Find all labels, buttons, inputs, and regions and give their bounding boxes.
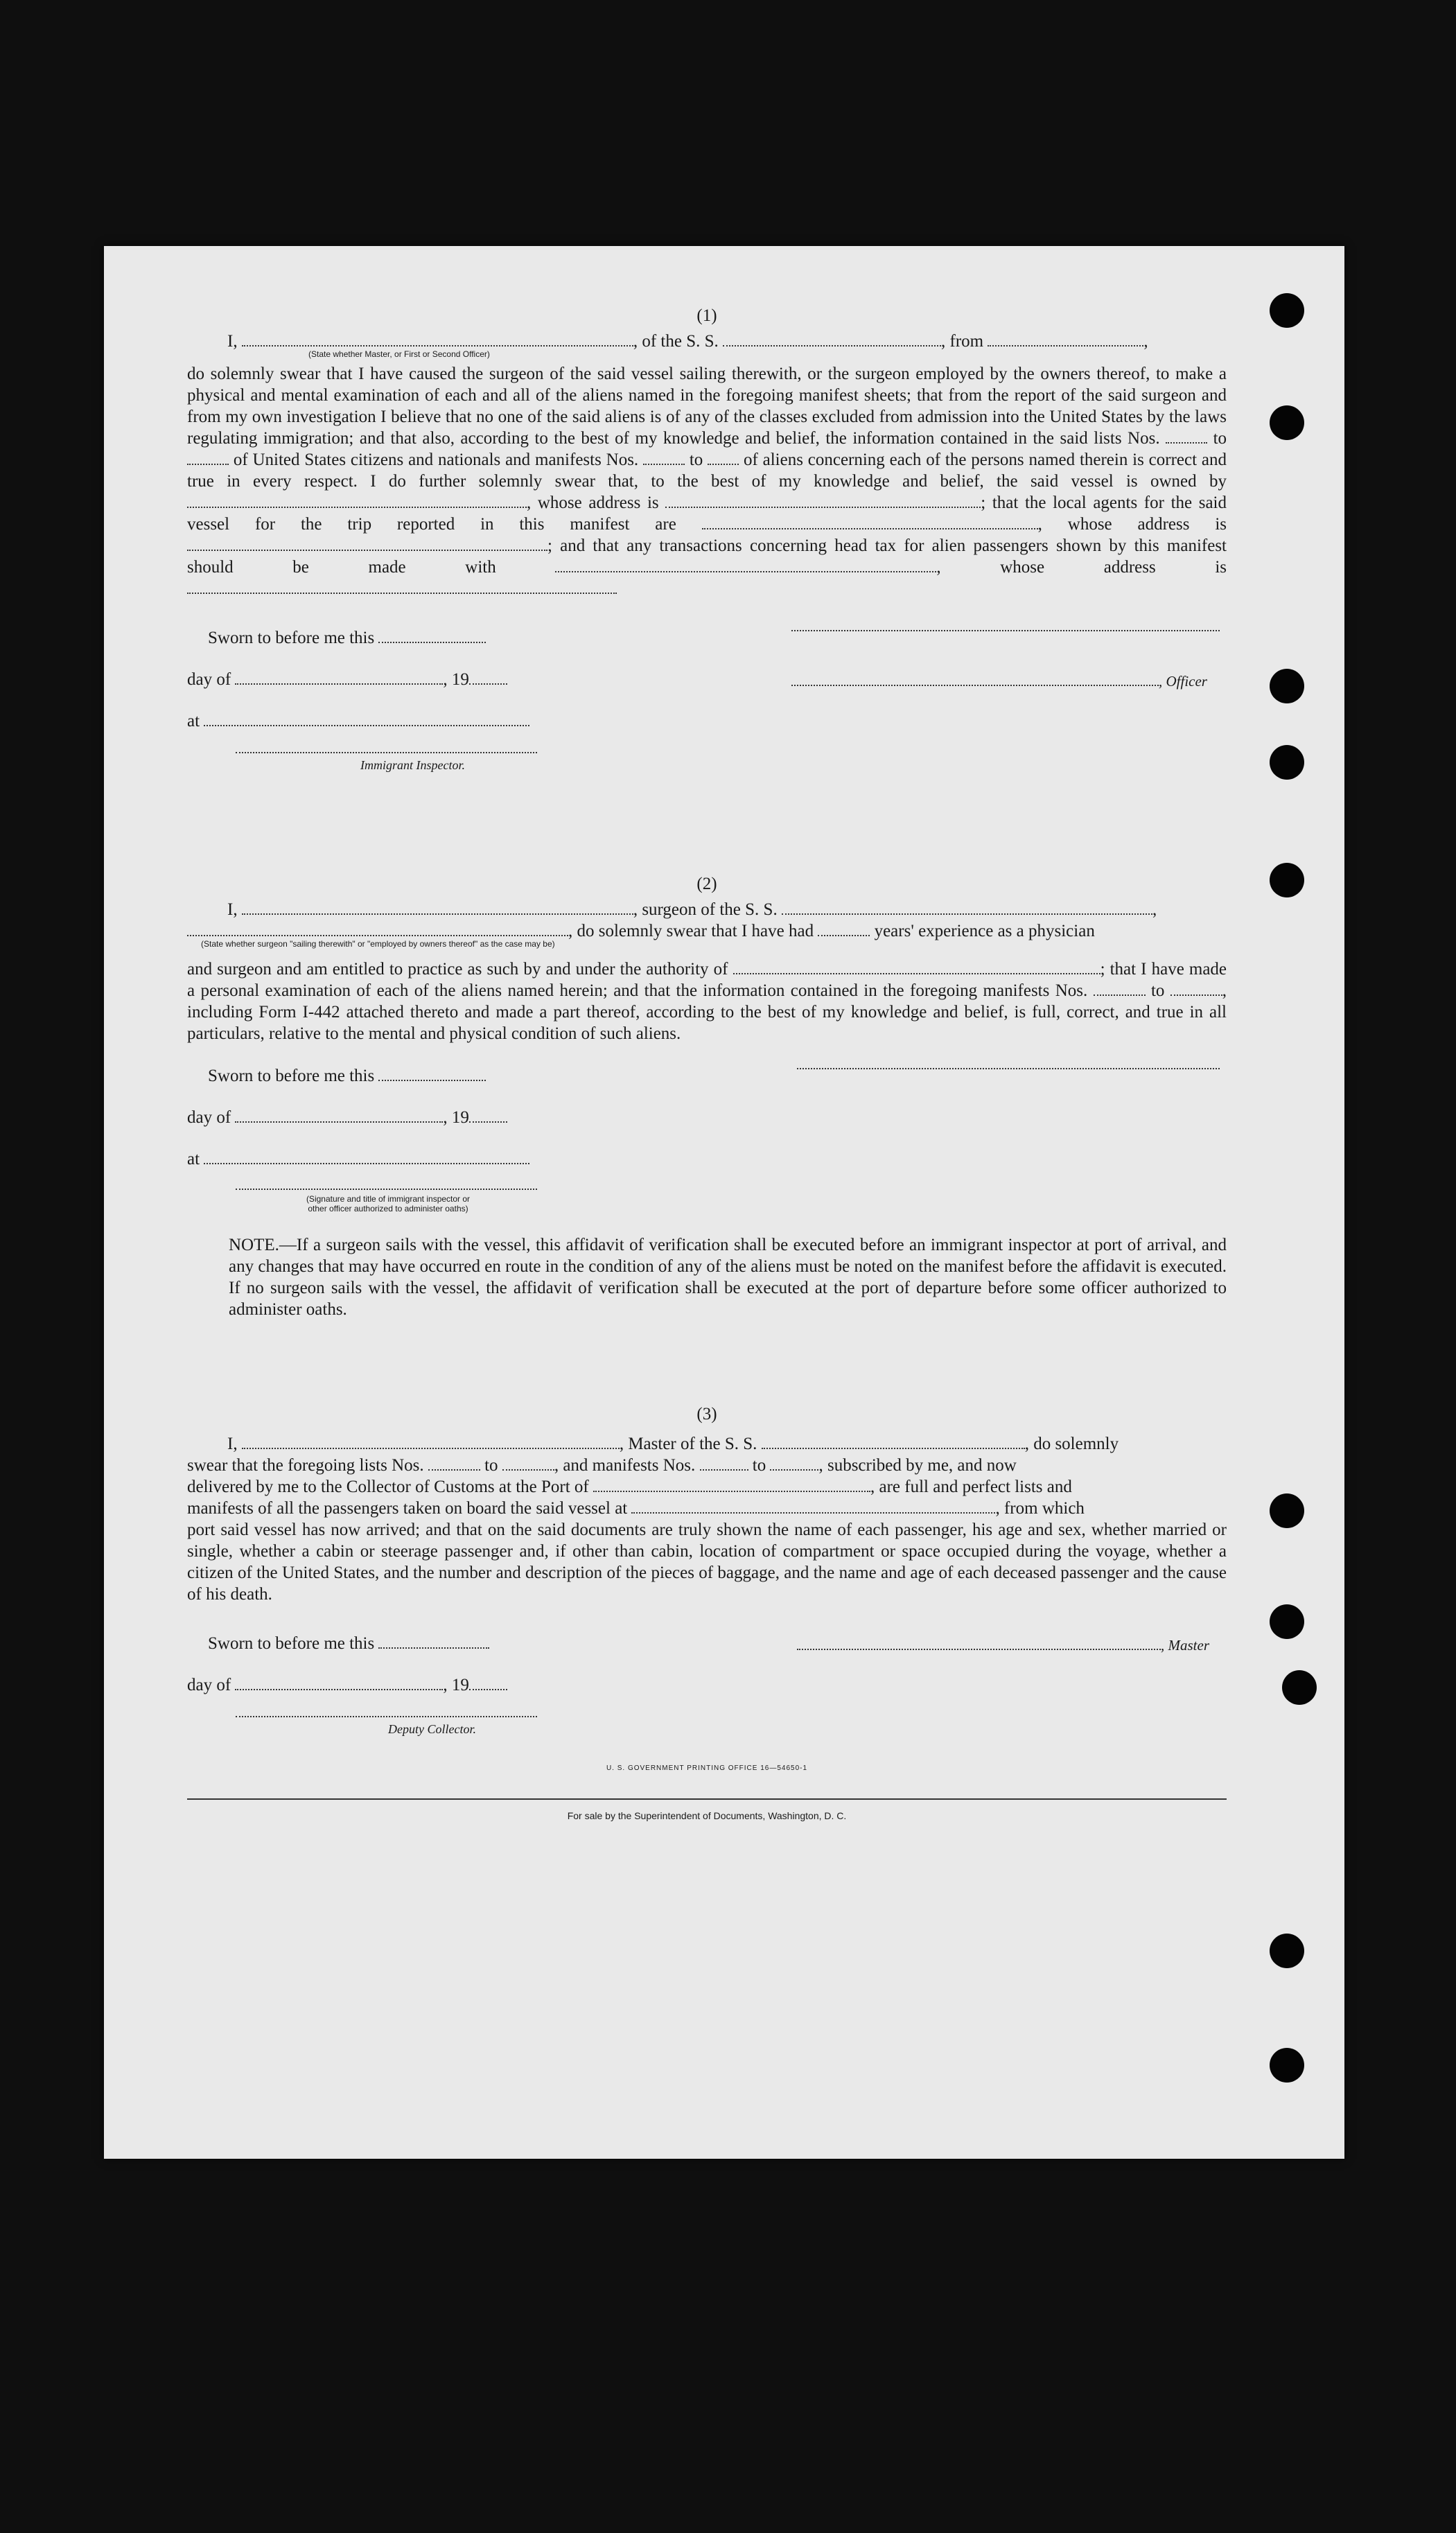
binder-hole-9 xyxy=(1270,1934,1304,1968)
owner-address-field[interactable] xyxy=(665,494,981,508)
officer-title-field[interactable] xyxy=(242,333,633,347)
note-paragraph-2: If no surgeon sails with the vessel, the affidavit of verification shall be executed at the port of departure before some officer authorized to administer oaths. xyxy=(229,1279,1227,1319)
surgeon-signature-field[interactable] xyxy=(797,1068,1220,1069)
delivery-sworn-year-field[interactable] xyxy=(469,1676,507,1690)
administering-officer-signature-field[interactable] xyxy=(236,1189,537,1190)
surgeon-paragraph: and surgeon and am entitled to practice as such by and under the authority of ; that I have made a personal examination of each of the aliens named herein; and that the information contained in the foregoing manifests Nos. to , including Form I-442 attached thereto and made a part thereof, according to the best of my knowledge and belief, is full, correct, and true in all particulars, relative to the mental and physical condition of such aliens. xyxy=(187,960,1227,1043)
vessel-name-field[interactable] xyxy=(723,333,941,347)
years-experience-field[interactable] xyxy=(818,922,870,936)
port-of-arrival-field[interactable] xyxy=(593,1478,870,1492)
surgeon-manifests-to-field[interactable] xyxy=(1170,982,1222,996)
binder-hole-4 xyxy=(1270,745,1304,780)
oath-line: I, , of the S. S. , from , xyxy=(227,332,1148,351)
binder-hole-3 xyxy=(1270,669,1304,703)
binder-hole-10 xyxy=(1270,2048,1304,2083)
section-number: (1) xyxy=(696,306,717,325)
master-vessel-field[interactable] xyxy=(762,1435,1025,1449)
inspector-signature-field[interactable] xyxy=(236,752,537,753)
origin-port-field[interactable] xyxy=(988,333,1143,347)
sale-notice: For sale by the Superintendent of Documents, Washington, D. C. xyxy=(567,1810,847,1821)
sworn-month-field[interactable] xyxy=(235,671,443,685)
authority-field[interactable] xyxy=(733,961,1100,974)
surgeon-manifests-from-field[interactable] xyxy=(1094,982,1146,996)
binder-hole-8 xyxy=(1282,1670,1317,1705)
affidavit-master xyxy=(187,305,1227,780)
lists-from-field[interactable] xyxy=(1166,430,1207,444)
inspector-caption: Immigrant Inspector. xyxy=(360,758,465,772)
officer-signature: , Officer xyxy=(791,670,1207,692)
lists-line: swear that the foregoing lists Nos. to , and manifests Nos. to , subscribed by me, and now xyxy=(187,1456,1017,1475)
surgeon-status-caption: (State whether surgeon "sailing therewith" or "employed by owners thereof" as the case may be) xyxy=(201,939,555,949)
embarkation-port-field[interactable] xyxy=(631,1500,995,1514)
embarkation-line: manifests of all the passengers taken on board the said vessel at , from which xyxy=(187,1499,1085,1518)
footer-rule xyxy=(187,1798,1227,1800)
sworn-place-field[interactable] xyxy=(204,712,529,726)
manifests-from-field[interactable] xyxy=(643,451,685,465)
affidavit-surgeon xyxy=(187,873,1227,1320)
delivery-lists-to-field[interactable] xyxy=(502,1457,554,1471)
officer-signature-field[interactable] xyxy=(791,672,1159,686)
binder-hole-7 xyxy=(1270,1604,1304,1639)
section-number: (3) xyxy=(696,1405,717,1423)
surgeon-sworn-place-field[interactable] xyxy=(204,1150,529,1164)
surgeon-sworn-year-field[interactable] xyxy=(469,1109,507,1123)
note-paragraph-1: NOTE.—If a surgeon sails with the vessel, this affidavit of verification shall be executed before an immigrant inspector at port of arrival, and any changes that may have occurred en route in the condition of any of the aliens must be noted on the manifest before the affidavit is executed. xyxy=(229,1236,1227,1276)
printing-office-imprint: U. S. GOVERNMENT PRINTING OFFICE 16—54650-1 xyxy=(606,1764,808,1772)
officer-signature-line-1[interactable] xyxy=(791,630,1220,631)
delivery-lists-from-field[interactable] xyxy=(428,1457,480,1471)
affidavits xyxy=(187,305,1227,1821)
oath-paragraph: do solemnly swear that I have caused the surgeon of the said vessel sailing therewith, or the surgeon employed by the owners thereof, to make a physical and mental examination of each and all of the aliens named in the foregoing manifest sheets; that from the report of the said surgeon and from my own investigation I believe that no one of the said aliens is of any of the classes excluded from admission into the United States by the laws regulating immigration; and that also, according to the best of my knowledge and belief, the information contained in the said lists Nos. to of United States citizens and nationals and manifests Nos. to of aliens concerning each of the persons named therein is correct and true in every respect. I do further solemnly swear that, to the best of my knowledge and belief, the said vessel is owned by , whose address is ; that the local agents for the said vessel for the trip reported in this manifest are , whose address is ; and that any transactions concerning head tax for alien passengers shown by this manifest should be made with , whose address is xyxy=(187,363,1227,599)
sworn-year-field[interactable] xyxy=(469,671,507,685)
delivery-paragraph: port said vessel has now arrived; and that on the said documents are truly shown the name of each passenger, his age and sex, whether married or single, whether a cabin or steerage passenger and, if other than cabin, location of compartment or space occupied during the voyage, whether a citizen of the United States, and the number and description of the pieces of baggage, and the name and age of each deceased passenger and the cause of his death. xyxy=(187,1520,1227,1604)
surgeon-name-field[interactable] xyxy=(242,901,633,915)
binder-hole-2 xyxy=(1270,405,1304,440)
delivery-manifests-to-field[interactable] xyxy=(770,1457,818,1471)
lists-to-field[interactable] xyxy=(187,451,229,465)
master-name-field[interactable] xyxy=(242,1435,620,1449)
collector-caption: Deputy Collector. xyxy=(388,1722,476,1736)
oath-signature-block: Sworn to before me this day of , 19 at Immigrant Inspector. , Officer xyxy=(187,613,1227,780)
delivery-sworn-month-field[interactable] xyxy=(235,1676,443,1690)
manifest-page xyxy=(104,246,1344,2159)
sworn-day-field[interactable] xyxy=(378,629,486,643)
collector-signature-field[interactable] xyxy=(236,1716,537,1717)
agents-address-field[interactable] xyxy=(187,537,547,551)
section-number: (2) xyxy=(696,875,717,893)
affidavit-delivery xyxy=(187,1403,1227,1821)
delivery-sworn-day-field[interactable] xyxy=(378,1635,489,1649)
head-tax-agent-field[interactable] xyxy=(555,559,936,572)
binder-hole-1 xyxy=(1270,293,1304,328)
surgeon-status-line: , do solemnly swear that I have had years' experience as a physician xyxy=(187,920,1227,942)
manifests-to-field[interactable] xyxy=(708,451,739,465)
binder-hole-6 xyxy=(1270,1493,1304,1528)
delivery-signature-block: Sworn to before me this day of , 19 Deputy Collector. , Master xyxy=(187,1619,1227,1758)
administering-officer-caption: (Signature and title of immigrant inspector or other officer authorized to administer oaths) xyxy=(306,1194,471,1213)
local-agents-field[interactable] xyxy=(702,516,1038,529)
master-oath-line: I, , Master of the S. S. , do solemnly xyxy=(227,1435,1119,1453)
surgeon-sworn-month-field[interactable] xyxy=(235,1109,443,1123)
delivery-manifests-from-field[interactable] xyxy=(700,1457,748,1471)
surgeon-vessel-field[interactable] xyxy=(782,901,1152,915)
master-signature: , Master xyxy=(797,1634,1209,1656)
owner-field[interactable] xyxy=(187,494,527,508)
surgeon-oath-line: I, , surgeon of the S. S. , xyxy=(227,900,1157,919)
surgeon-sworn-day-field[interactable] xyxy=(378,1067,486,1081)
officer-title-caption: (State whether Master, or First or Second Officer) xyxy=(308,349,490,359)
binder-hole-5 xyxy=(1270,863,1304,897)
port-line: delivered by me to the Collector of Customs at the Port of , are full and perfect lists and xyxy=(187,1478,1072,1496)
surgeon-signature-block: Sworn to before me this day of , 19 at (Signature and title of immigrant inspector or other officer authorized to administer oaths) xyxy=(187,1058,1227,1232)
master-signature-field[interactable] xyxy=(797,1636,1161,1650)
head-tax-address-field[interactable] xyxy=(187,580,617,594)
surgeon-status-field[interactable] xyxy=(187,922,568,936)
